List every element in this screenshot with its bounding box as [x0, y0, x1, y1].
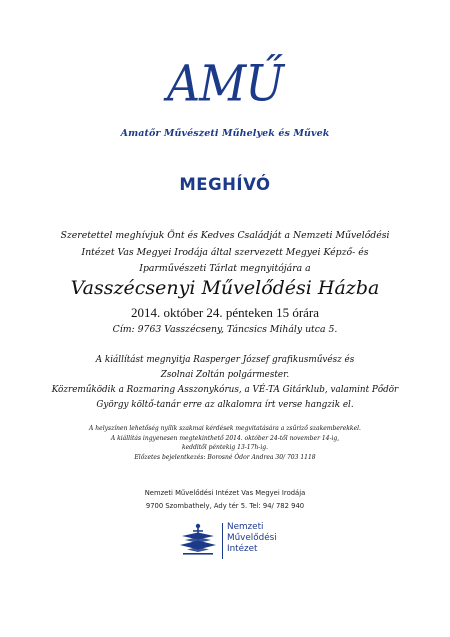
organizer-footer — [0, 487, 450, 513]
opening-line: György költő-tanár erre az alkalomra írt verse hangzik el. — [96, 400, 354, 410]
logo-divider — [222, 523, 223, 559]
institute-name-line: Intézet — [227, 544, 258, 554]
footer-line: Nemzeti Művelődési Intézet Vas Megyei Irodája — [144, 489, 306, 497]
info-line: A helyszínen lehetőség nyílik szakmai kérdések megvitatására a zsűriző szakemberekkel. — [89, 425, 361, 432]
amu-logo-subtitle: Amatőr Művészeti Műhelyek és Művek — [120, 128, 330, 139]
amu-logo-title: AMŰ — [166, 53, 284, 113]
event-date: 2014. október 24. pénteken 15 órára — [130, 305, 320, 320]
intro-line: Iparművészeti Tárlat megnyitójára a — [139, 263, 311, 274]
institute-name-line: Művelődési — [227, 533, 277, 543]
invitation-heading: MEGHÍVÓ — [179, 175, 271, 194]
info-paragraph — [0, 424, 450, 462]
institute-emblem-icon — [178, 521, 218, 559]
info-line: Előzetes bejelentkezés: Borosné Ódor Andrea 30/ 703 1118 — [134, 453, 316, 461]
institute-name — [227, 522, 277, 555]
venue-name: Vasszécsenyi Művelődési Házba — [70, 277, 380, 299]
intro-line: Intézet Vas Megyei Irodája által szervezett Megyei Képző- és — [81, 246, 369, 258]
institute-logo — [178, 521, 278, 563]
institute-name-line: Nemzeti — [227, 522, 264, 532]
footer-line: 9700 Szombathely, Ady tér 5. Tel: 94/ 782 940 — [145, 502, 305, 510]
info-line: A kiállítás ingyenesen megtekinthető 2014. október 24-től november 14-ig, — [110, 434, 340, 442]
opening-line: A kiállítást megnyitja Rasperger József grafikusművész és — [95, 355, 355, 365]
opening-line: Közreműködik a Rozmaring Asszonykórus, a VÉ-TA Gitárklub, valamint Pődör — [51, 385, 399, 395]
opening-line: Zsolnai Zoltán polgármester. — [160, 370, 290, 380]
opening-paragraph — [0, 353, 450, 413]
intro-line: Szeretettel meghívjuk Önt és Kedves Családját a Nemzeti Művelődési — [60, 230, 390, 241]
event-address: Cím: 9763 Vasszécseny, Táncsics Mihály utca 5. — [112, 324, 338, 335]
info-line: kedditől péntekig 13-17h-ig. — [181, 444, 268, 451]
intro-paragraph — [0, 228, 450, 278]
